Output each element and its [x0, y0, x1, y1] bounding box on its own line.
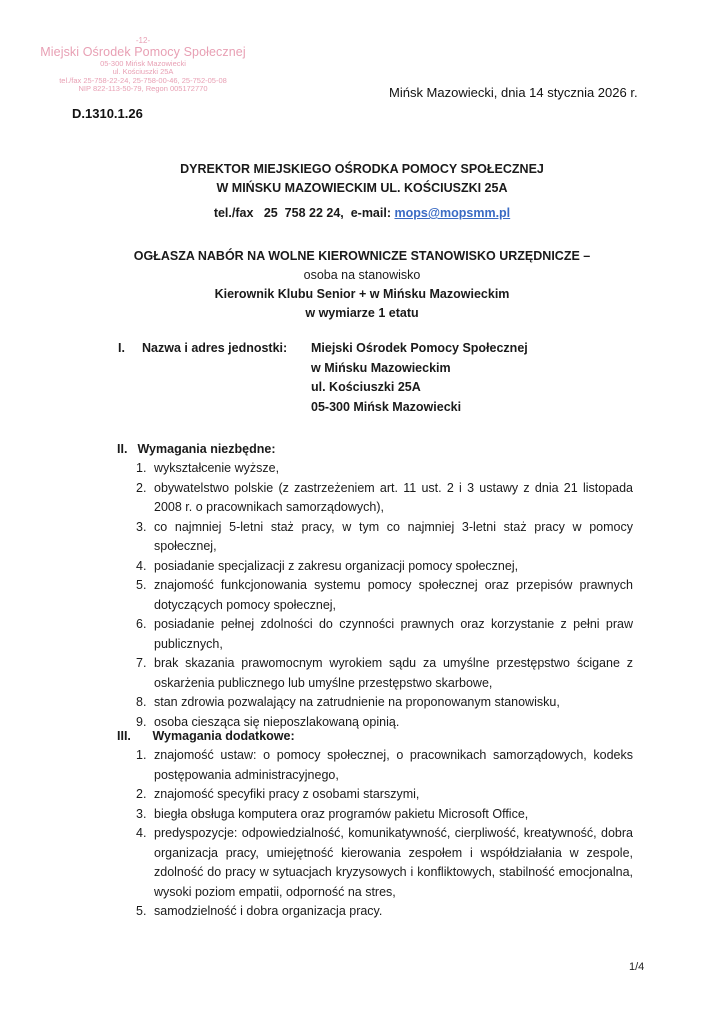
item-text: co najmniej 5-letni staż pracy, w tym co najmniej 3-letni staż pracy w pomocy społecznej, [154, 519, 633, 553]
address-line: w Mińsku Mazowieckim [311, 360, 451, 375]
stamp-city: 05-300 Mińsk Mazowiecki [100, 58, 186, 68]
section-2-number: II. [117, 442, 128, 456]
contact-phone: tel./fax 25 758 22 24, e-mail: [213, 206, 395, 220]
list-item [117, 693, 633, 713]
stamp-ids: NIP 822-113-50-79, Regon 005172770 [78, 84, 208, 94]
section-required [117, 440, 633, 732]
section-additional [117, 727, 633, 922]
item-text: znajomość ustaw: o pomocy społecznej, o pracownikach samorządowych, kodeks postępowania administracyjnego, [154, 748, 633, 782]
stamp-name: Miejski Ośrodek Pomocy Społecznej [40, 45, 246, 60]
item-number: 7. [136, 656, 147, 670]
section-1-label: Nazwa i adres jednostki: [142, 341, 288, 355]
institution-stamp [28, 36, 258, 94]
item-text: znajomość funkcjonowania systemu pomocy społecznej oraz przepisów prawnych dotyczących pomocy społecznej, [154, 578, 633, 612]
announcement [0, 247, 724, 323]
item-number: 9. [136, 714, 147, 729]
position-name: Kierownik Klubu Senior + w Mińsku Mazowieckim [214, 287, 510, 301]
item-number: 3. [136, 519, 147, 534]
item-number: 5. [136, 578, 147, 592]
item-text: wykształcenie wyższe, [154, 461, 280, 475]
item-number: 2. [136, 787, 147, 801]
item-number: 5. [136, 904, 147, 918]
list-item [117, 654, 633, 693]
item-text: osoba ciesząca się nieposzlakowaną opinią. [154, 714, 400, 729]
item-text: samodzielność i dobra organizacja pracy. [154, 904, 383, 918]
required-list [117, 459, 633, 732]
item-number: 1. [136, 461, 147, 475]
item-text: biegła obsługa komputera oraz programów pakietu Microsoft Office, [154, 806, 529, 821]
item-number: 3. [136, 806, 147, 821]
stamp-street: ul. Kościuszki 25A [112, 67, 174, 77]
list-item [117, 746, 633, 785]
stamp-number: -12- [135, 36, 151, 45]
additional-list [117, 746, 633, 922]
reference-number: D.1310.1.26 [72, 106, 143, 121]
list-item [117, 557, 633, 577]
date-line: Mińsk Mazowiecki, dnia 14 stycznia 2026 r. [389, 85, 638, 100]
section-3-number: III. [117, 729, 131, 743]
address-line: 05-300 Mińsk Mazowiecki [311, 399, 462, 414]
section-1-number: I. [118, 341, 125, 355]
item-number: 6. [136, 617, 147, 631]
item-text: znajomość specyfiki pracy z osobami starszymi, [154, 787, 420, 801]
section-3-title [117, 727, 633, 746]
item-text: stan zdrowia pozwalający na zatrudnienie na proponowanym stanowisku, [154, 695, 560, 709]
header-line-1: DYREKTOR MIEJSKIEGO OŚRODKA POMOCY SPOŁECZNEJ [180, 162, 544, 176]
address-line: Miejski Ośrodek Pomocy Społecznej [311, 341, 528, 355]
list-item [117, 518, 633, 557]
item-text: posiadanie specjalizacji z zakresu organizacji pomocy społecznej, [154, 558, 519, 573]
position-workload: w wymiarze 1 etatu [305, 306, 419, 320]
header-line-2: W MIŃSKU MAZOWIECKIM UL. KOŚCIUSZKI 25A [216, 181, 508, 195]
list-item [117, 479, 633, 518]
item-number: 1. [136, 748, 147, 762]
list-item [117, 576, 633, 615]
item-number: 4. [136, 826, 147, 840]
contact-line [0, 206, 724, 220]
page-number: 1/4 [629, 961, 645, 973]
item-text: obywatelstwo polskie (z zastrzeżeniem art. 11 ust. 2 i 3 ustawy z dnia 21 listopada 2008 r. o pracownikach samorządowych), [154, 480, 633, 514]
item-text: predyspozycje: odpowiedzialność, komunikatywność, cierpliwość, kreatywność, dobra organizacja pracy, umiejętność kierowania zespołem i współdziałania w zespole, zdolność do pracy w sytuacjach kryzysowych i konfliktowych, stabilność emocjonalna, wysoki poziom empatii, odporność na stres, [154, 826, 633, 899]
email-link[interactable]: mops@mopsmm.pl [394, 206, 511, 220]
item-text: posiadanie pełnej zdolności do czynności prawnych oraz korzystanie z pełni praw publicznych, [154, 617, 633, 651]
item-number: 8. [136, 695, 147, 709]
section-2-title [117, 440, 633, 459]
address-line: ul. Kościuszki 25A [311, 380, 421, 394]
item-text: brak skazania prawomocnym wyrokiem sądu za umyślne przestępstwo ścigane z oskarżenia publicznego lub umyślne przestępstwo skarbowe, [154, 656, 633, 690]
item-number: 2. [136, 480, 147, 495]
list-item [117, 902, 633, 922]
list-item [117, 824, 633, 902]
announcement-title: OGŁASZA NABÓR NA WOLNE KIEROWNICZE STANOWISKO URZĘDNICZE – [133, 249, 591, 263]
list-item [117, 805, 633, 825]
document-header [0, 160, 724, 198]
section-2-label: Wymagania niezbędne: [137, 442, 276, 456]
item-number: 4. [136, 558, 147, 573]
list-item [117, 459, 633, 479]
stamp-phones: tel./fax 25-758-22-24, 25-758-00-46, 25-752-05-08 [59, 75, 227, 85]
list-item [117, 615, 633, 654]
list-item [117, 785, 633, 805]
section-3-label: Wymagania dodatkowe: [152, 729, 295, 743]
announcement-subtitle: osoba na stanowisko [303, 268, 421, 282]
unit-address [311, 339, 528, 417]
